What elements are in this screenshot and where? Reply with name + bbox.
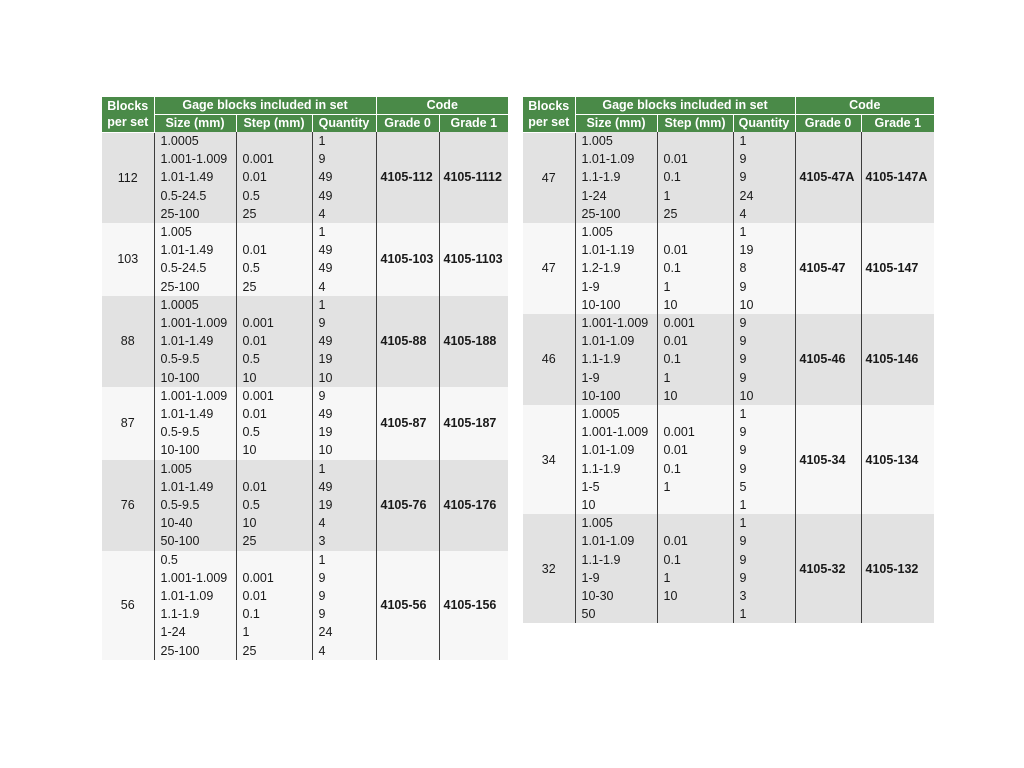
size-cell: 1.0005	[154, 132, 236, 150]
step-cell: 0.001	[236, 150, 312, 168]
blocks-per-set-cell: 32	[523, 514, 575, 623]
step-cell: 0.1	[657, 460, 733, 478]
step-cell: 0.01	[236, 587, 312, 605]
size-cell: 25-100	[154, 642, 236, 660]
quantity-cell: 1	[733, 514, 795, 532]
grade0-code-cell: 4105-76	[376, 460, 439, 551]
grade0-code-cell: 4105-46	[795, 314, 861, 405]
blocks-per-set-cell: 46	[523, 314, 575, 405]
size-cell: 1.01-1.09	[575, 532, 657, 550]
size-cell: 1-24	[154, 623, 236, 641]
step-cell: 0.1	[657, 259, 733, 277]
grade1-code-cell: 4105-1103	[439, 223, 508, 296]
size-cell: 0.5-9.5	[154, 423, 236, 441]
quantity-cell: 49	[312, 187, 376, 205]
quantity-cell: 9	[733, 168, 795, 186]
step-cell: 0.001	[236, 569, 312, 587]
table-row	[523, 514, 934, 532]
quantity-cell: 4	[733, 205, 795, 223]
quantity-cell: 1	[733, 223, 795, 241]
gage-blocks-header: Gage blocks included in set	[154, 97, 376, 115]
step-cell: 0.001	[236, 387, 312, 405]
step-cell: 0.5	[236, 350, 312, 368]
step-cell	[236, 132, 312, 150]
step-cell: 0.01	[657, 241, 733, 259]
quantity-cell: 1	[733, 605, 795, 623]
set-group	[523, 223, 934, 314]
grade0-code-cell: 4105-87	[376, 387, 439, 460]
size-cell: 1.01-1.49	[154, 478, 236, 496]
quantity-cell: 10	[733, 296, 795, 314]
grade0-code-cell: 4105-34	[795, 405, 861, 514]
size-cell: 1.01-1.09	[575, 150, 657, 168]
step-cell: 1	[236, 623, 312, 641]
grade0-code-cell: 4105-32	[795, 514, 861, 623]
size-cell: 0.5-24.5	[154, 259, 236, 277]
step-cell: 25	[236, 278, 312, 296]
set-group	[523, 314, 934, 405]
quantity-cell: 49	[312, 241, 376, 259]
quantity-cell: 9	[733, 369, 795, 387]
blocks-per-set-cell: 47	[523, 132, 575, 223]
grade1-code-cell: 4105-147	[861, 223, 934, 314]
step-cell: 0.01	[236, 478, 312, 496]
grade1-code-cell: 4105-188	[439, 296, 508, 387]
table-row	[523, 132, 934, 150]
set-group	[523, 132, 934, 223]
grade1-code-cell: 4105-134	[861, 405, 934, 514]
quantity-cell: 4	[312, 278, 376, 296]
step-cell	[657, 132, 733, 150]
step-cell: 0.1	[657, 551, 733, 569]
quantity-cell: 1	[312, 460, 376, 478]
size-cell: 1.0005	[154, 296, 236, 314]
step-cell: 0.1	[657, 168, 733, 186]
size-cell: 1.001-1.009	[575, 423, 657, 441]
size-cell: 1.1-1.9	[575, 460, 657, 478]
size-cell: 1-9	[575, 369, 657, 387]
size-cell: 50-100	[154, 532, 236, 550]
size-cell: 1.1-1.9	[575, 350, 657, 368]
size-cell: 0.5-9.5	[154, 496, 236, 514]
step-cell: 0.01	[236, 405, 312, 423]
step-cell: 1	[657, 569, 733, 587]
step-cell: 1	[657, 478, 733, 496]
quantity-cell: 4	[312, 205, 376, 223]
step-cell: 0.5	[236, 259, 312, 277]
size-header: Size (mm)	[154, 115, 236, 133]
blocks-per-set-cell: 103	[102, 223, 154, 296]
size-cell: 1.005	[575, 223, 657, 241]
table-header	[523, 97, 934, 132]
size-cell: 1.1-1.9	[575, 168, 657, 186]
set-group	[102, 387, 508, 460]
quantity-cell: 19	[312, 423, 376, 441]
quantity-cell: 9	[733, 551, 795, 569]
quantity-cell: 1	[312, 551, 376, 569]
quantity-cell: 9	[312, 387, 376, 405]
quantity-cell: 9	[312, 314, 376, 332]
step-cell: 10	[657, 587, 733, 605]
size-cell: 10-100	[154, 441, 236, 459]
step-cell: 0.01	[236, 168, 312, 186]
quantity-cell: 24	[312, 623, 376, 641]
step-cell: 0.5	[236, 423, 312, 441]
size-cell: 1.001-1.009	[154, 569, 236, 587]
quantity-cell: 9	[733, 423, 795, 441]
quantity-cell: 9	[312, 569, 376, 587]
quantity-cell: 19	[312, 350, 376, 368]
grade1-code-cell: 4105-187	[439, 387, 508, 460]
size-cell: 1.001-1.009	[154, 314, 236, 332]
size-cell: 10-30	[575, 587, 657, 605]
size-cell: 25-100	[154, 278, 236, 296]
size-cell: 0.5	[154, 551, 236, 569]
step-cell	[236, 296, 312, 314]
quantity-cell: 9	[733, 569, 795, 587]
size-cell: 1.005	[154, 223, 236, 241]
size-cell: 1.01-1.09	[154, 587, 236, 605]
step-header: Step (mm)	[657, 115, 733, 133]
table-row	[102, 551, 508, 569]
quantity-cell: 9	[733, 332, 795, 350]
size-cell: 1-24	[575, 187, 657, 205]
quantity-cell: 1	[733, 496, 795, 514]
step-header: Step (mm)	[236, 115, 312, 133]
quantity-cell: 3	[312, 532, 376, 550]
size-cell: 1-9	[575, 278, 657, 296]
grade1-code-cell: 4105-1112	[439, 132, 508, 223]
step-cell: 0.001	[657, 423, 733, 441]
quantity-cell: 49	[312, 332, 376, 350]
quantity-cell: 10	[312, 369, 376, 387]
quantity-header: Quantity	[312, 115, 376, 133]
blocks-per-set-cell: 76	[102, 460, 154, 551]
gage-blocks-header: Gage blocks included in set	[575, 97, 795, 115]
quantity-cell: 10	[733, 387, 795, 405]
step-cell: 10	[236, 514, 312, 532]
grade1-code-cell: 4105-156	[439, 551, 508, 660]
blocks-per-set-header: Blocks per set	[102, 97, 154, 132]
step-cell: 0.01	[657, 441, 733, 459]
step-cell: 0.01	[657, 150, 733, 168]
grade0-header: Grade 0	[795, 115, 861, 133]
size-header: Size (mm)	[575, 115, 657, 133]
grade1-code-cell: 4105-176	[439, 460, 508, 551]
grade1-code-cell: 4105-132	[861, 514, 934, 623]
step-cell: 25	[236, 532, 312, 550]
step-cell: 0.01	[657, 532, 733, 550]
quantity-cell: 3	[733, 587, 795, 605]
step-cell: 1	[657, 369, 733, 387]
quantity-cell: 9	[733, 278, 795, 296]
step-cell: 10	[657, 296, 733, 314]
quantity-cell: 8	[733, 259, 795, 277]
step-cell: 10	[236, 441, 312, 459]
quantity-cell: 49	[312, 478, 376, 496]
size-cell: 10-100	[575, 387, 657, 405]
table-header	[102, 97, 508, 132]
table-row	[523, 314, 934, 332]
quantity-cell: 1	[312, 296, 376, 314]
step-cell: 25	[657, 205, 733, 223]
table-row	[523, 405, 934, 423]
size-cell: 25-100	[154, 205, 236, 223]
step-cell: 0.001	[236, 314, 312, 332]
quantity-cell: 1	[733, 405, 795, 423]
size-cell: 1.01-1.49	[154, 241, 236, 259]
size-cell: 1-5	[575, 478, 657, 496]
table-row	[102, 460, 508, 478]
size-cell: 10-40	[154, 514, 236, 532]
quantity-cell: 9	[312, 605, 376, 623]
quantity-cell: 49	[312, 405, 376, 423]
quantity-cell: 9	[312, 587, 376, 605]
quantity-cell: 19	[312, 496, 376, 514]
blocks-per-set-cell: 47	[523, 223, 575, 314]
step-cell: 0.01	[657, 332, 733, 350]
step-cell: 1	[657, 278, 733, 296]
step-cell	[657, 405, 733, 423]
step-cell	[657, 496, 733, 514]
quantity-cell: 4	[312, 514, 376, 532]
step-cell: 0.1	[657, 350, 733, 368]
size-cell: 1.005	[154, 460, 236, 478]
quantity-cell: 9	[733, 441, 795, 459]
step-cell	[236, 223, 312, 241]
blocks-per-set-header: Blocks per set	[523, 97, 575, 132]
step-cell	[657, 605, 733, 623]
step-cell: 0.01	[236, 332, 312, 350]
quantity-cell: 49	[312, 259, 376, 277]
quantity-cell: 9	[733, 460, 795, 478]
step-cell: 25	[236, 642, 312, 660]
set-group	[102, 223, 508, 296]
size-cell: 1.2-1.9	[575, 259, 657, 277]
quantity-cell: 4	[312, 642, 376, 660]
step-cell: 10	[236, 369, 312, 387]
size-cell: 1.01-1.19	[575, 241, 657, 259]
grade0-code-cell: 4105-112	[376, 132, 439, 223]
gage-block-table-left	[102, 97, 508, 660]
quantity-cell: 9	[312, 150, 376, 168]
quantity-cell: 1	[312, 223, 376, 241]
size-cell: 1.001-1.009	[154, 387, 236, 405]
size-cell: 0.5-24.5	[154, 187, 236, 205]
grade1-code-cell: 4105-147A	[861, 132, 934, 223]
size-cell: 1.01-1.49	[154, 168, 236, 186]
size-cell: 1.1-1.9	[575, 551, 657, 569]
grade0-header: Grade 0	[376, 115, 439, 133]
quantity-cell: 1	[312, 132, 376, 150]
step-cell	[657, 223, 733, 241]
size-cell: 1.005	[575, 132, 657, 150]
grade0-code-cell: 4105-47A	[795, 132, 861, 223]
blocks-per-set-cell: 112	[102, 132, 154, 223]
blocks-per-set-cell: 56	[102, 551, 154, 660]
quantity-cell: 9	[733, 532, 795, 550]
size-cell: 1.1-1.9	[154, 605, 236, 623]
step-cell: 10	[657, 387, 733, 405]
grade0-code-cell: 4105-103	[376, 223, 439, 296]
set-group	[523, 514, 934, 623]
table-row	[523, 223, 934, 241]
set-group	[102, 296, 508, 387]
code-header: Code	[795, 97, 934, 115]
set-group	[102, 551, 508, 660]
blocks-per-set-cell: 87	[102, 387, 154, 460]
step-cell: 1	[657, 187, 733, 205]
set-group	[102, 460, 508, 551]
grade0-code-cell: 4105-47	[795, 223, 861, 314]
size-cell: 1.001-1.009	[154, 150, 236, 168]
quantity-cell: 49	[312, 168, 376, 186]
size-cell: 10-100	[154, 369, 236, 387]
quantity-cell: 9	[733, 314, 795, 332]
grade0-code-cell: 4105-88	[376, 296, 439, 387]
step-cell: 0.5	[236, 187, 312, 205]
size-cell: 1.01-1.09	[575, 441, 657, 459]
quantity-cell: 5	[733, 478, 795, 496]
size-cell: 1.0005	[575, 405, 657, 423]
size-cell: 1.01-1.09	[575, 332, 657, 350]
quantity-cell: 10	[312, 441, 376, 459]
size-cell: 0.5-9.5	[154, 350, 236, 368]
quantity-cell: 1	[733, 132, 795, 150]
blocks-per-set-cell: 88	[102, 296, 154, 387]
size-cell: 10-100	[575, 296, 657, 314]
table-row	[102, 223, 508, 241]
quantity-cell: 19	[733, 241, 795, 259]
step-cell: 0.5	[236, 496, 312, 514]
table-row	[102, 296, 508, 314]
step-cell: 0.001	[657, 314, 733, 332]
size-cell: 10	[575, 496, 657, 514]
quantity-cell: 24	[733, 187, 795, 205]
set-group	[523, 405, 934, 514]
quantity-header: Quantity	[733, 115, 795, 133]
size-cell: 1.01-1.49	[154, 405, 236, 423]
quantity-cell: 9	[733, 350, 795, 368]
size-cell: 1-9	[575, 569, 657, 587]
step-cell: 25	[236, 205, 312, 223]
size-cell: 1.005	[575, 514, 657, 532]
quantity-cell: 9	[733, 150, 795, 168]
table-row	[102, 132, 508, 150]
size-cell: 50	[575, 605, 657, 623]
grade1-code-cell: 4105-146	[861, 314, 934, 405]
size-cell: 25-100	[575, 205, 657, 223]
grade1-header: Grade 1	[861, 115, 934, 133]
step-cell	[236, 460, 312, 478]
size-cell: 1.001-1.009	[575, 314, 657, 332]
step-cell: 0.1	[236, 605, 312, 623]
gage-block-table-right	[523, 97, 934, 623]
step-cell: 0.01	[236, 241, 312, 259]
step-cell	[236, 551, 312, 569]
size-cell: 1.01-1.49	[154, 332, 236, 350]
code-header: Code	[376, 97, 508, 115]
blocks-per-set-cell: 34	[523, 405, 575, 514]
set-group	[102, 132, 508, 223]
table-row	[102, 387, 508, 405]
grade0-code-cell: 4105-56	[376, 551, 439, 660]
grade1-header: Grade 1	[439, 115, 508, 133]
step-cell	[657, 514, 733, 532]
